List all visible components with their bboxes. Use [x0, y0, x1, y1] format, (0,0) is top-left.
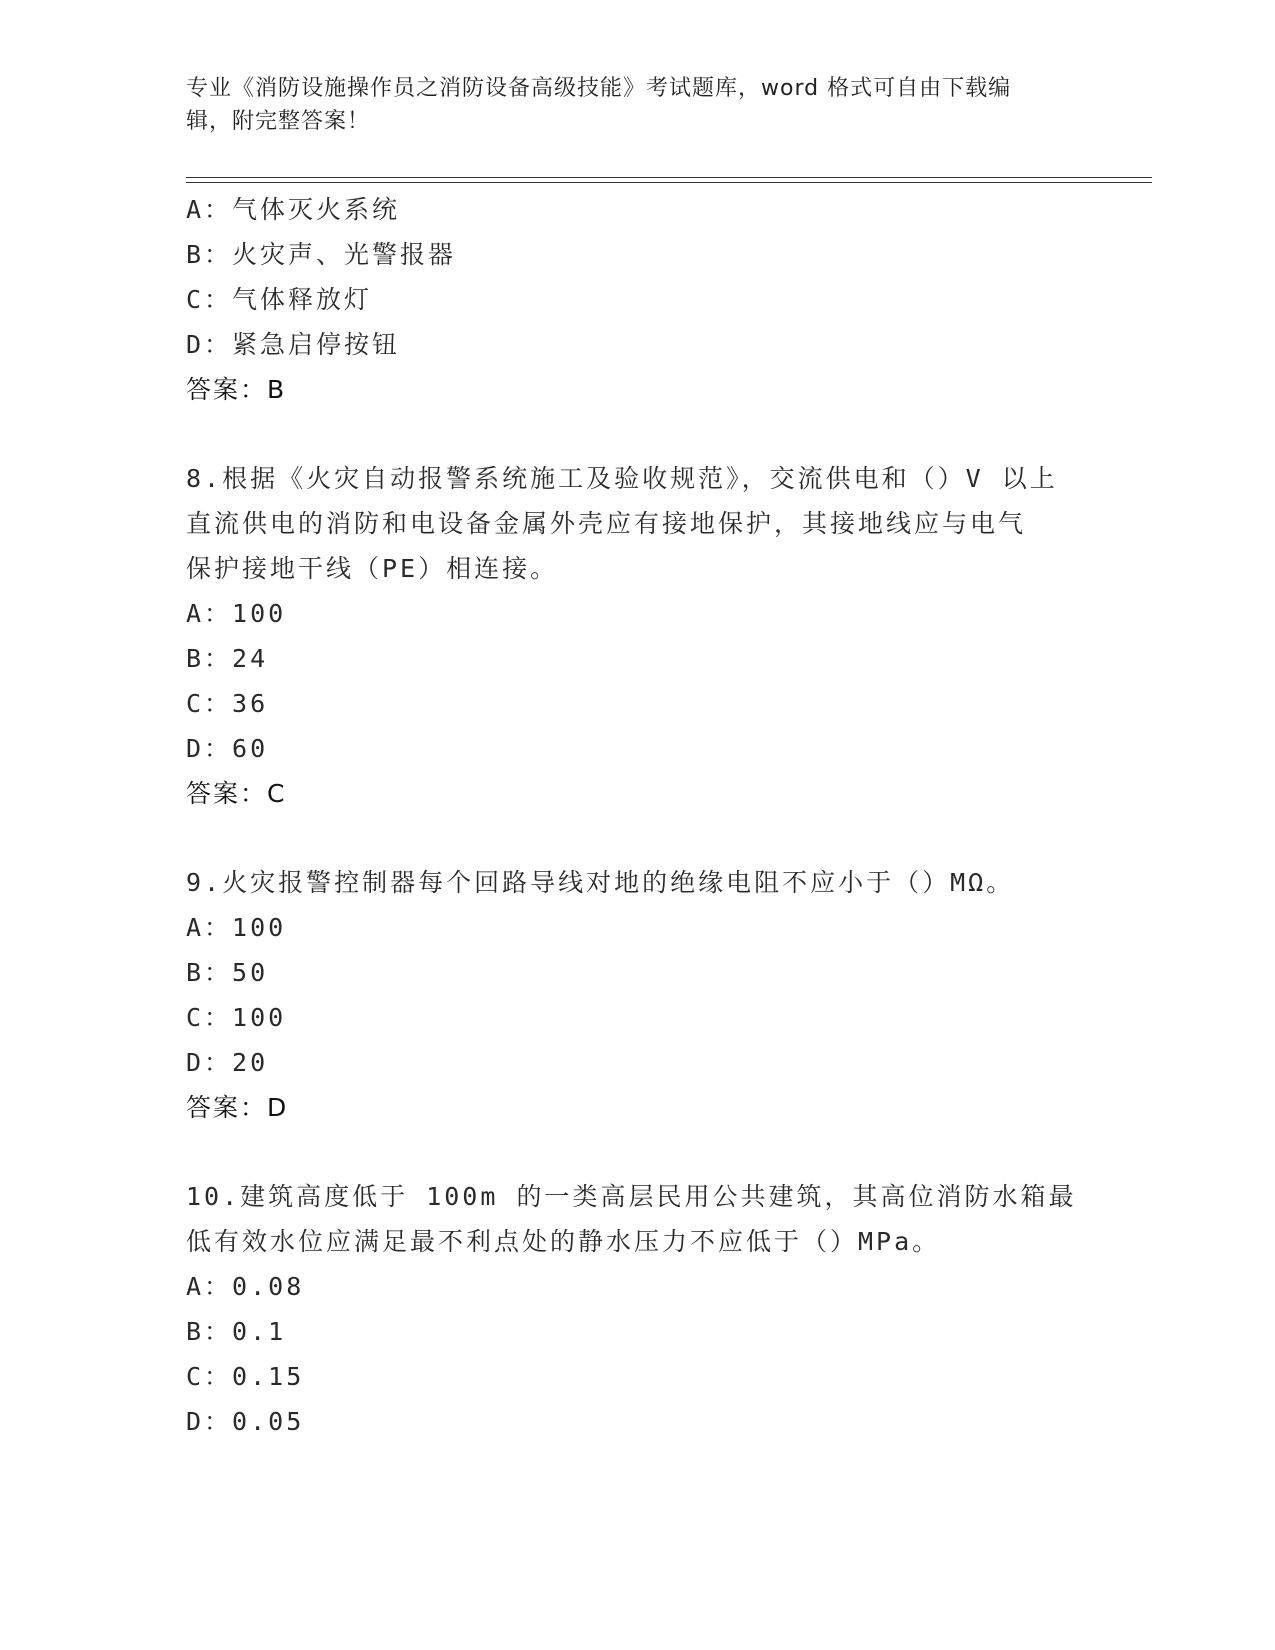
q10-option-b: B：0.1 [186, 1317, 287, 1346]
q10-stem-line-2: 低有效水位应满足最不利点处的静水压力不应低于（）MPa。 [186, 1227, 941, 1256]
q9-option-a: A：100 [186, 913, 287, 942]
q9-option-b: B：50 [186, 958, 269, 987]
q8-stem-line-3: 保护接地干线（PE）相连接。 [186, 554, 559, 583]
q10-option-a: A：0.08 [186, 1272, 305, 1301]
q9-option-c: C：100 [186, 1003, 287, 1032]
q7-option-c: C：气体释放灯 [186, 285, 373, 314]
q9-stem-line-1: 9.火灾报警控制器每个回路导线对地的绝缘电阻不应小于（）MΩ。 [186, 868, 1015, 897]
q8-option-d: D：60 [186, 734, 269, 763]
q10-stem-line-1: 10.建筑高度低于 100m 的一类高层民用公共建筑，其高位消防水箱最 [186, 1182, 1077, 1211]
q8-option-c: C：36 [186, 689, 269, 718]
q9-option-d: D：20 [186, 1048, 269, 1077]
q8-stem-line-2: 直流供电的消防和电设备金属外壳应有接地保护，其接地线应与电气 [186, 509, 1027, 538]
header-divider-bottom [186, 182, 1152, 183]
document-header [186, 72, 1066, 138]
q8-option-b: B：24 [186, 644, 269, 673]
q10-option-d: D：0.05 [186, 1407, 305, 1436]
q7-option-b: B：火灾声、光警报器 [186, 240, 457, 269]
q10-option-c: C：0.15 [186, 1362, 305, 1391]
q7-option-a: A：气体灭火系统 [186, 195, 401, 224]
q8-answer: 答案：C [186, 779, 287, 808]
q8-option-a: A：100 [186, 599, 287, 628]
q7-answer: 答案：B [186, 375, 287, 404]
header-line-2: 辑，附完整答案！ [186, 109, 371, 134]
q8-stem-line-1: 8.根据《火灾自动报警系统施工及验收规范》，交流供电和（）V 以上 [186, 464, 1058, 493]
q7-option-d: D：紧急启停按钮 [186, 330, 401, 359]
q9-answer: 答案：D [186, 1093, 289, 1122]
header-line-1: 专业《消防设施操作员之消防设备高级技能》考试题库，word 格式可自由下载编 [186, 76, 1012, 101]
header-divider-top [186, 177, 1152, 178]
